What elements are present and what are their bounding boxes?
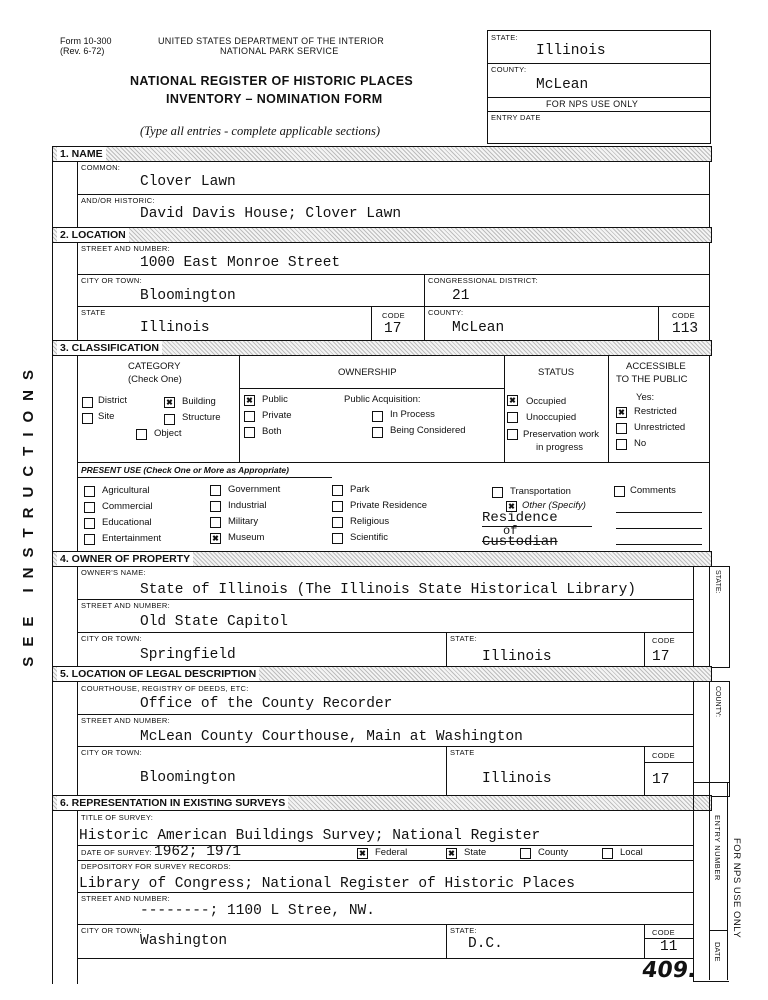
religious-label: Religious bbox=[350, 516, 390, 527]
legal-street: McLean County Courthouse, Main at Washington bbox=[140, 729, 523, 745]
state-code-label: CODE bbox=[382, 311, 405, 320]
district-checkbox[interactable] bbox=[82, 397, 93, 408]
survey-state: D.C. bbox=[468, 936, 503, 952]
survey-street-label: STREET AND NUMBER: bbox=[81, 894, 171, 903]
depository: Library of Congress; National Register of Historic Places bbox=[79, 876, 575, 892]
section-4-heading: 4. OWNER OF PROPERTY bbox=[57, 552, 193, 566]
check-one: (Check One) bbox=[128, 374, 182, 385]
service: NATIONAL PARK SERVICE bbox=[220, 46, 339, 56]
private-label: Private bbox=[262, 410, 292, 421]
county-survey-checkbox[interactable] bbox=[520, 848, 531, 859]
section-6-heading: 6. REPRESENTATION IN EXISTING SURVEYS bbox=[57, 796, 288, 810]
survey-city-label: CITY OR TOWN: bbox=[81, 926, 142, 935]
survey-code: 11 bbox=[660, 939, 678, 955]
county-label: COUNTY: bbox=[428, 308, 464, 317]
state-label: STATE bbox=[81, 308, 106, 317]
location-city: Bloomington bbox=[140, 288, 236, 304]
side-for-nps: FOR NPS USE ONLY bbox=[731, 838, 742, 939]
yes-label: Yes: bbox=[636, 392, 655, 403]
federal-checkbox[interactable] bbox=[357, 848, 368, 859]
preservation-label-1: Preservation work bbox=[523, 429, 600, 440]
restricted-checkbox[interactable] bbox=[616, 407, 627, 418]
historic-name: David Davis House; Clover Lawn bbox=[140, 206, 402, 222]
educational-checkbox[interactable] bbox=[84, 518, 95, 529]
street-label: STREET AND NUMBER: bbox=[81, 244, 171, 253]
both-label: Both bbox=[262, 426, 282, 437]
side-state-label: STATE: bbox=[714, 570, 721, 594]
building-checkbox[interactable] bbox=[164, 397, 175, 408]
section-6-bar bbox=[52, 795, 712, 811]
common-label: COMMON: bbox=[81, 163, 121, 172]
religious-checkbox[interactable] bbox=[332, 517, 343, 528]
industrial-label: Industrial bbox=[228, 500, 267, 511]
section-5-bar bbox=[52, 666, 712, 682]
object-label: Object bbox=[154, 428, 182, 439]
courthouse-label: COURTHOUSE, REGISTRY OF DEEDS, ETC: bbox=[81, 684, 249, 693]
present-use-heading: PRESENT USE (Check One or More as Appropriate) bbox=[81, 465, 289, 475]
form-instructions: (Type all entries - complete applicable sections) bbox=[140, 124, 380, 138]
other-text-residence: Residence bbox=[482, 510, 558, 526]
state-survey-label: State bbox=[464, 847, 487, 858]
form-title-2: INVENTORY – NOMINATION FORM bbox=[166, 92, 383, 106]
both-checkbox[interactable] bbox=[244, 427, 255, 438]
legal-street-label: STREET AND NUMBER: bbox=[81, 716, 171, 725]
scientific-checkbox[interactable] bbox=[332, 533, 343, 544]
occupied-label: Occupied bbox=[526, 396, 567, 407]
park-label: Park bbox=[350, 484, 370, 495]
unrestricted-label: Unrestricted bbox=[634, 422, 686, 433]
owner-street-label: STREET AND NUMBER: bbox=[81, 601, 171, 610]
no-label: No bbox=[634, 438, 647, 449]
private-residence-label: Private Residence bbox=[350, 500, 428, 511]
government-label: Government bbox=[228, 484, 281, 495]
survey-title-label: TITLE OF SURVEY: bbox=[81, 813, 154, 822]
nps-header-box bbox=[487, 30, 711, 144]
educational-label: Educational bbox=[102, 517, 152, 528]
entertainment-label: Entertainment bbox=[102, 533, 162, 544]
section-4-bar bbox=[52, 551, 712, 567]
being-considered-label: Being Considered bbox=[390, 425, 466, 436]
government-checkbox[interactable] bbox=[210, 485, 221, 496]
location-street: 1000 East Monroe Street bbox=[140, 255, 341, 271]
site-label: Site bbox=[98, 411, 115, 422]
legal-code-label: CODE bbox=[652, 751, 675, 760]
form-revision: (Rev. 6-72) bbox=[60, 46, 105, 56]
owner-city-label: CITY OR TOWN: bbox=[81, 634, 142, 643]
preservation-checkbox[interactable] bbox=[507, 429, 518, 440]
military-label: Military bbox=[228, 516, 259, 527]
accessible-heading-2: TO THE PUBLIC bbox=[616, 374, 688, 385]
no-checkbox[interactable] bbox=[616, 439, 627, 450]
other-text-of: of bbox=[503, 524, 518, 538]
legal-state-label: STATE bbox=[450, 748, 475, 757]
public-label: Public bbox=[262, 394, 288, 405]
section-3-heading: 3. CLASSIFICATION bbox=[57, 341, 162, 355]
legal-code: 17 bbox=[652, 772, 670, 788]
park-checkbox[interactable] bbox=[332, 485, 343, 496]
legal-city-label: CITY OR TOWN: bbox=[81, 748, 142, 757]
unoccupied-checkbox[interactable] bbox=[507, 412, 518, 423]
legal-state: Illinois bbox=[482, 771, 552, 787]
other-text-custodian: Custodian bbox=[482, 534, 558, 550]
public-acquisition-label: Public Acquisition: bbox=[344, 394, 421, 405]
military-checkbox[interactable] bbox=[210, 517, 221, 528]
survey-code-label: CODE bbox=[652, 928, 675, 937]
side-entry-number: ENTRY NUMBER bbox=[713, 815, 722, 881]
survey-title: Historic American Buildings Survey; National Register bbox=[79, 828, 541, 844]
city-label: CITY OR TOWN: bbox=[81, 276, 142, 285]
congressional-district: 21 bbox=[452, 288, 470, 304]
industrial-checkbox[interactable] bbox=[210, 501, 221, 512]
unoccupied-label: Unoccupied bbox=[526, 412, 577, 423]
category-heading: CATEGORY bbox=[128, 361, 181, 372]
survey-street: --------; 1100 L Stree, NW. bbox=[140, 903, 375, 919]
state-survey-checkbox[interactable] bbox=[446, 848, 457, 859]
being-considered-checkbox[interactable] bbox=[372, 427, 383, 438]
nps-state-value: Illinois bbox=[536, 43, 606, 59]
structure-label: Structure bbox=[182, 412, 221, 423]
owner-code-label: CODE bbox=[652, 636, 675, 645]
side-county-label: COUNTY: bbox=[714, 686, 721, 718]
form-title-1: NATIONAL REGISTER OF HISTORIC PLACES bbox=[130, 74, 414, 88]
department: UNITED STATES DEPARTMENT OF THE INTERIOR bbox=[158, 36, 385, 46]
handwritten-number: 409. bbox=[640, 958, 699, 983]
section-1-bar bbox=[52, 146, 712, 162]
location-county: McLean bbox=[452, 320, 505, 336]
federal-label: Federal bbox=[375, 847, 408, 858]
see-instructions: SEE INSTRUCTIONS bbox=[20, 360, 37, 667]
private-checkbox[interactable] bbox=[244, 411, 255, 422]
legal-city: Bloomington bbox=[140, 770, 236, 786]
commercial-checkbox[interactable] bbox=[84, 502, 95, 513]
object-checkbox[interactable] bbox=[136, 429, 147, 440]
transportation-checkbox[interactable] bbox=[492, 487, 503, 498]
owner-state: Illinois bbox=[482, 649, 552, 665]
private-residence-checkbox[interactable] bbox=[332, 501, 343, 512]
accessible-heading-1: ACCESSIBLE bbox=[626, 361, 686, 372]
scientific-label: Scientific bbox=[350, 532, 389, 543]
owner-name: State of Illinois (The Illinois State Historical Library) bbox=[140, 582, 636, 598]
owner-state-label: STATE: bbox=[450, 634, 477, 643]
survey-state-label: STATE: bbox=[450, 926, 477, 935]
nps-county-label: COUNTY: bbox=[491, 65, 527, 74]
congressional-label: CONGRESSIONAL DISTRICT: bbox=[428, 276, 538, 285]
restricted-label: Restricted bbox=[634, 406, 677, 417]
section-2-bar bbox=[52, 227, 712, 243]
county-code: 113 bbox=[672, 321, 699, 337]
unrestricted-checkbox[interactable] bbox=[616, 423, 627, 434]
in-process-label: In Process bbox=[390, 409, 435, 420]
transportation-label: Transportation bbox=[510, 486, 571, 497]
commercial-label: Commercial bbox=[102, 501, 153, 512]
state-code: 17 bbox=[384, 321, 402, 337]
historic-label: AND/OR HISTORIC: bbox=[81, 196, 155, 205]
section-1-heading: 1. NAME bbox=[57, 147, 106, 161]
nps-use-only: FOR NPS USE ONLY bbox=[546, 99, 639, 109]
agricultural-checkbox[interactable] bbox=[84, 486, 95, 497]
comments-label: Comments bbox=[630, 485, 676, 496]
agricultural-label: Agricultural bbox=[102, 485, 150, 496]
county-survey-label: County bbox=[538, 847, 569, 858]
local-survey-checkbox[interactable] bbox=[602, 848, 613, 859]
survey-date-label: DATE OF SURVEY: bbox=[81, 848, 152, 857]
nps-state-label: STATE: bbox=[491, 33, 518, 42]
comments-checkbox[interactable] bbox=[614, 486, 625, 497]
other-label: Other (Specify) bbox=[522, 500, 586, 511]
location-state: Illinois bbox=[140, 320, 210, 336]
owner-code: 17 bbox=[652, 649, 670, 665]
entry-date-label: ENTRY DATE bbox=[491, 113, 541, 122]
building-label: Building bbox=[182, 396, 216, 407]
status-heading: STATUS bbox=[538, 367, 575, 378]
courthouse: Office of the County Recorder bbox=[140, 696, 393, 712]
survey-city: Washington bbox=[140, 933, 228, 949]
district-label: District bbox=[98, 395, 128, 406]
owner-city: Springfield bbox=[140, 647, 236, 663]
section-5-heading: 5. LOCATION OF LEGAL DESCRIPTION bbox=[57, 667, 259, 681]
structure-checkbox[interactable] bbox=[164, 414, 175, 425]
occupied-checkbox[interactable] bbox=[507, 395, 518, 406]
owner-street: Old State Capitol bbox=[140, 614, 288, 630]
owner-name-label: OWNER'S NAME: bbox=[81, 568, 146, 577]
section-2-heading: 2. LOCATION bbox=[57, 228, 129, 242]
preservation-label-2: in progress bbox=[536, 442, 583, 453]
local-survey-label: Local bbox=[620, 847, 643, 858]
section-3-bar bbox=[52, 340, 712, 356]
form-number: Form 10-300 bbox=[60, 36, 112, 46]
museum-checkbox[interactable] bbox=[210, 533, 221, 544]
site-checkbox[interactable] bbox=[82, 413, 93, 424]
depository-label: DEPOSITORY FOR SURVEY RECORDS: bbox=[81, 862, 232, 871]
public-checkbox[interactable] bbox=[244, 395, 255, 406]
entertainment-checkbox[interactable] bbox=[84, 534, 95, 545]
county-code-label: CODE bbox=[672, 311, 695, 320]
common-name: Clover Lawn bbox=[140, 174, 236, 190]
side-date: DATE bbox=[713, 942, 722, 962]
museum-label: Museum bbox=[228, 532, 265, 543]
ownership-heading: OWNERSHIP bbox=[338, 367, 397, 378]
in-process-checkbox[interactable] bbox=[372, 411, 383, 422]
nps-county-value: McLean bbox=[536, 77, 589, 93]
survey-date: 1962; 1971 bbox=[154, 844, 242, 860]
